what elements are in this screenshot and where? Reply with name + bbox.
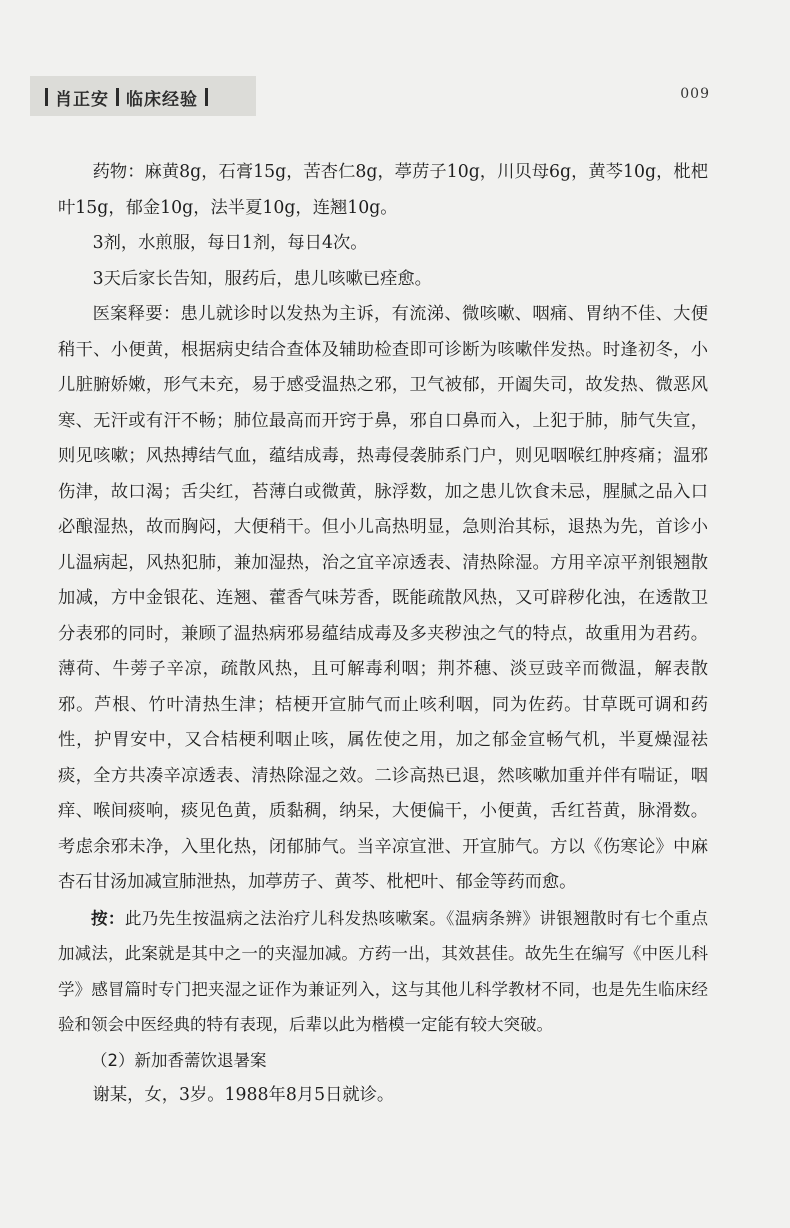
body-text <box>58 155 708 1114</box>
outcome-paragraph: 3天后家长告知，服药后，患儿咳嗽已痊愈。 <box>92 268 432 289</box>
running-header <box>38 84 215 110</box>
header-author: 肖正安 <box>55 89 109 110</box>
prescription-paragraph: 药物：麻黄8g，石膏15g，苦杏仁8g，葶苈子10g，川贝母6g，黄芩10g，枇杷叶15g，郁金10g，法半夏10g，连翘10g。 <box>58 162 708 218</box>
dosage-paragraph: 3剂，水煎服，每日1剂，每日4次。 <box>92 233 368 253</box>
commentary-text: 此乃先生按温病之法治疗儿科发热咳嗽案。《温病条辨》讲银翘散时有七个重点加减法，此案就是其中之一的夹湿加减。方药一出，其效甚佳。故先生在编写《中医儿科学》感冒篇时专门把夹湿之证作为兼证列入，这与其他儿科学教材不同，也是先生临床经验和领会中医经典的特有表现，后辈以此为楷模一定能有较大突破。 <box>58 908 709 1034</box>
commentary-label: 按： <box>91 908 125 928</box>
page-number: 009 <box>680 86 710 102</box>
header-divider <box>45 88 48 106</box>
commentary-paragraph <box>58 901 708 1043</box>
case-heading: （2）新加香薷饮退暑案 <box>91 1050 267 1070</box>
header-divider <box>116 88 119 106</box>
header-divider <box>205 88 208 106</box>
patient-info-paragraph: 谢某，女，3岁。1988年8月5日就诊。 <box>92 1085 395 1105</box>
header-title: 临床经验 <box>126 89 198 110</box>
case-explanation-paragraph: 医案释要：患儿就诊时以发热为主诉，有流涕、微咳嗽、咽痛、胃纳不佳、大便稍干、小便黄，根据病史结合查体及辅助检查即可诊断为咳嗽伴发热。时逢初冬，小儿脏腑娇嫩，形气未充，易于感受温热之邪，卫气被郁，开阖失司，故发热、微恶风寒、无汗或有汗不畅；肺位最高而开窍于鼻，邪自口鼻而入，上犯于肺，肺气失宣，则见咳嗽；风热搏结气血，蕴结成毒，热毒侵袭肺系门户，则见咽喉红肿疼痛；温邪伤津，故口渴；舌尖红，苔薄白或微黄，脉浮数，加之患儿饮食未忌，腥腻之品入口必酿湿热，故而胸闷，大便稍干。但小儿高热明显，急则治其标，退热为先，首诊小儿温病起，风热犯肺，兼加湿热，治之宜辛凉透表、清热除湿。方用辛凉平剂银翘散加减，方中金银花、连翘、藿香气味芳香，既能疏散风热，又可辟秽化浊，在透散卫分表邪的同时，兼顾了温热病邪易蕴结成毒及多夹秽浊之气的特点，故重用为君药。薄荷、牛蒡子辛凉，疏散风热，且可解毒利咽；荆芥穗、淡豆豉辛而微温，解表散邪。芦根、竹叶清热生津；桔梗开宣肺气而止咳利咽，同为佐药。甘草既可调和药性，护胃安中，又合桔梗利咽止咳，属佐使之用，加之郁金宣畅气机，半夏燥湿祛痰，全方共凑辛凉透表、清热除湿之效。二诊高热已退，然咳嗽加重并伴有喘证，咽痒、喉间痰响，痰见色黄，质黏稠，纳呆，大便偏干，小便黄，舌红苔黄，脉滑数。考虑余邪未净，入里化热，闭郁肺气。当辛凉宣泄、开宣肺气。方以《伤寒论》中麻杏石甘汤加减宣肺泄热，加葶苈子、黄芩、枇杷叶、郁金等药而愈。 <box>58 304 708 892</box>
